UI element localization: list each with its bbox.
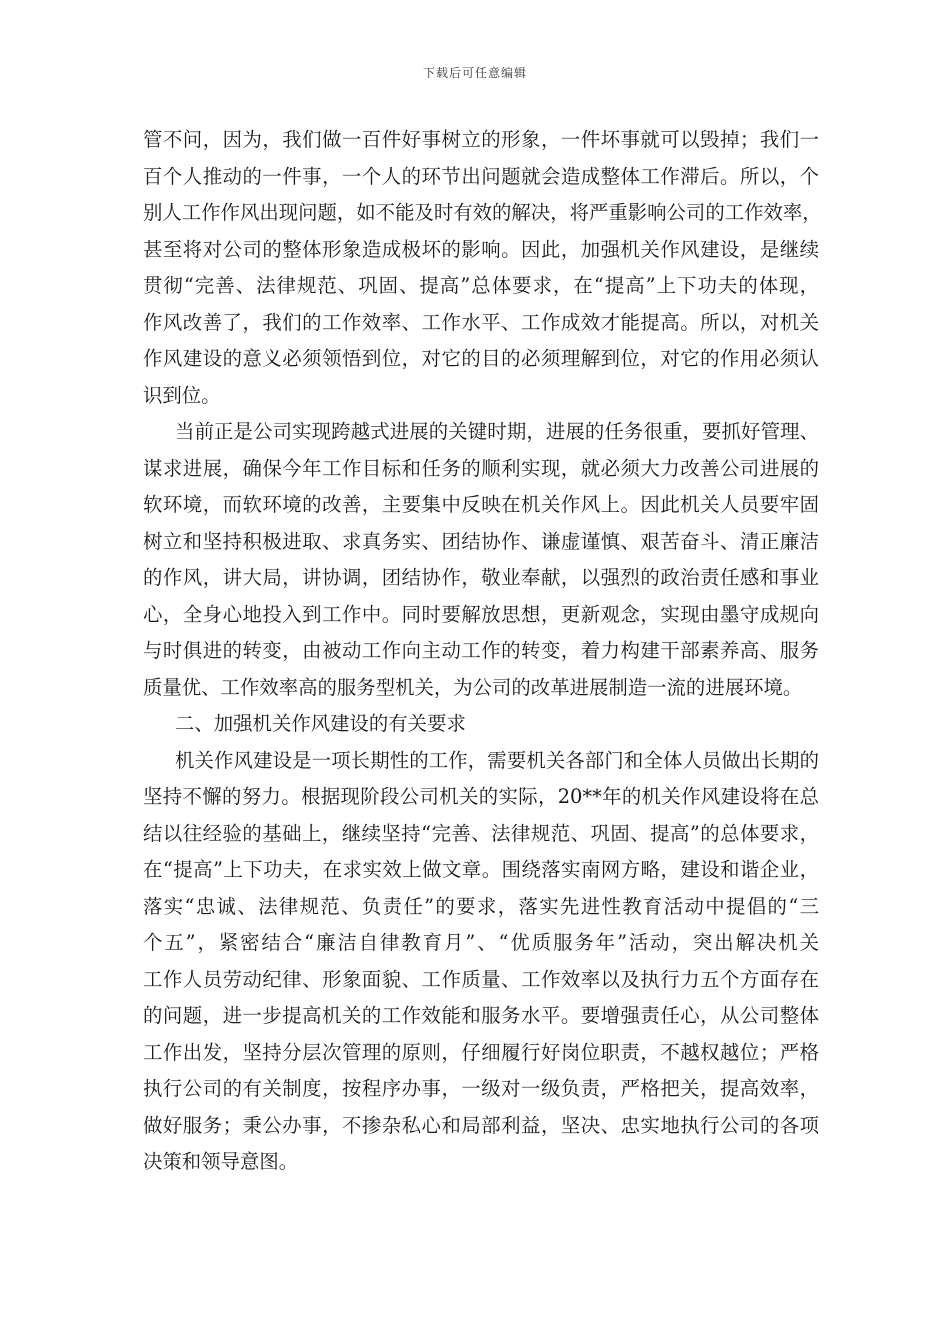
text-line: 谋求进展，确保今年工作目标和任务的顺利实现，就必须大力改善公司进展的 [143, 456, 819, 480]
text-line: 作风改善了，我们的工作效率、工作水平、工作成效才能提高。所以，对机关 [143, 310, 819, 334]
text-line: 甚至将对公司的整体形象造成极坏的影响。因此，加强机关作风建设，是继续 [143, 237, 819, 261]
text-line: 落实“忠诚、法律规范、负责任”的要求，落实先进性教育活动中提倡的“三 [143, 894, 819, 918]
text-line: 工作人员劳动纪律、形象面貌、工作质量、工作效率以及执行力五个方面存在 [143, 967, 819, 991]
text-line: 百个人推动的一件事，一个人的环节出问题就会造成整体工作滞后。所以，个 [143, 164, 819, 188]
text-line: 当前正是公司实现跨越式进展的关键时期，进展的任务很重，要抓好管理、 [175, 420, 819, 443]
text-line: 作风建设的意义必须领悟到位，对它的目的必须理解到位，对它的作用必须认 [143, 347, 819, 370]
text-line: 识到位。 [143, 383, 221, 407]
section-heading: 二、加强机关作风建设的有关要求 [175, 712, 466, 735]
text-line: 的问题，进一步提高机关的工作效能和服务水平。要增强责任心，从公司整体 [143, 1004, 819, 1027]
text-line: 树立和坚持积极进取、求真务实、团结协作、谦虚谨慎、艰苦奋斗、清正廉洁 [143, 529, 819, 553]
text-line: 与时俱进的转变，由被动工作向主动工作的转变，着力构建干部素养高、服务 [143, 639, 819, 662]
text-line: 软环境，而软环境的改善，主要集中反映在机关作风上。因此机关人员要牢固 [143, 493, 819, 516]
paragraph-1 [143, 122, 822, 414]
text-line: 决策和领导意图。 [143, 1150, 299, 1173]
text-line: 工作出发，坚持分层次管理的原则，仔细履行好岗位职责，不越权越位；严格 [143, 1040, 819, 1064]
text-line: 执行公司的有关制度，按程序办事，一级对一级负责，严格把关，提高效率， [143, 1077, 819, 1100]
text-line: 贯彻“完善、法律规范、巩固、提高”总体要求，在“提高”上下功夫的体现， [143, 274, 819, 297]
paragraph-2 [143, 414, 819, 706]
text-line: 个五”，紧密结合“廉洁自律教育月”、“优质服务年”活动，突出解决机关 [143, 931, 819, 954]
text-line: 结以往经验的基础上，继续坚持“完善、法律规范、巩固、提高”的总体要求， [143, 821, 819, 845]
text-line: 机关作风建设是一项长期性的工作，需要机关各部门和全体人员做出长期的 [175, 748, 819, 772]
text-line: 坚持不懈的努力。根据现阶段公司机关的实际，20**年的机关作风建设将在总 [143, 785, 819, 808]
text-line: 做好服务；秉公办事，不掺杂私心和局部利益，坚决、忠实地执行公司的各项 [143, 1113, 819, 1137]
text-line: 在“提高”上下功夫，在求实效上做文章。围绕落实南网方略，建设和谐企业， [143, 858, 819, 881]
text-line: 的作风，讲大局，讲协调，团结协作，敬业奉献，以强烈的政治责任感和事业 [143, 566, 819, 589]
text-line: 别人工作作风出现问题，如不能及时有效的解决，将严重影响公司的工作效率， [143, 201, 822, 224]
paragraph-3 [143, 743, 819, 1181]
document-body [143, 122, 822, 1181]
header-note: 下载后可任意编辑 [422, 66, 527, 80]
text-line: 质量优、工作效率高的服务型机关，为公司的改革进展制造一流的进展环境。 [143, 675, 803, 699]
text-line: 管不问，因为，我们做一百件好事树立的形象，一件坏事就可以毁掉；我们一 [143, 128, 819, 151]
text-line: 心，全身心地投入到工作中。同时要解放思想，更新观念，实现由墨守成规向 [143, 602, 819, 626]
